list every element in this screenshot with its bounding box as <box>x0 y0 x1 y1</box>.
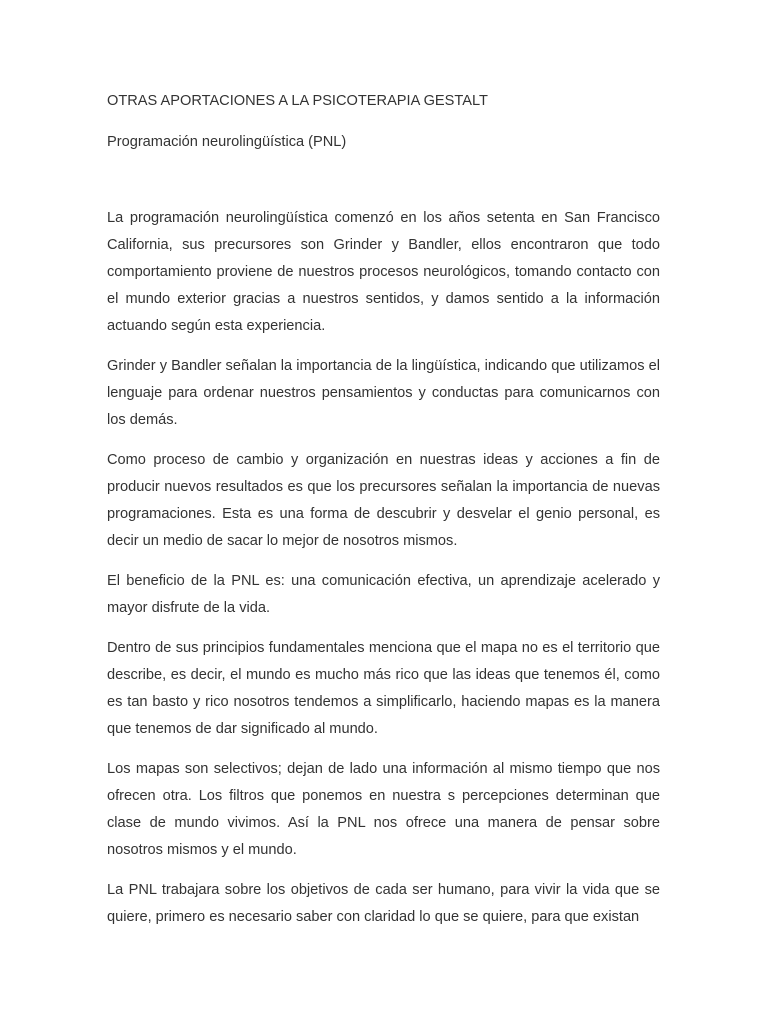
paragraph-7: La PNL trabajara sobre los objetivos de cada ser humano, para vivir la vida que se quiere, primero es necesario saber con claridad lo que se quiere, para que existan <box>107 882 660 925</box>
paragraph-5: Dentro de sus principios fundamentales menciona que el mapa no es el territorio que describe, es decir, el mundo es mucho más rico que las ideas que tenemos él, como es tan basto y rico nosotros tendemos a simplificarlo, haciendo mapas es la manera que tenemos de dar significado al mundo. <box>107 640 660 737</box>
document-title: OTRAS APORTACIONES A LA PSICOTERAPIA GESTALT <box>107 93 488 109</box>
paragraph-2: Grinder y Bandler señalan la importancia de la lingüística, indicando que utilizamos el lenguaje para ordenar nuestros pensamientos y conductas para comunicarnos con los demás. <box>107 358 660 428</box>
document-body <box>107 205 660 944</box>
paragraph-6: Los mapas son selectivos; dejan de lado una información al mismo tiempo que nos ofrecen otra. Los filtros que ponemos en nuestra s percepciones determinan que clase de mundo vivimos. Así la PNL nos ofrece una manera de pensar sobre nosotros mismos y el mundo. <box>107 761 660 858</box>
paragraph-1: La programación neurolingüística comenzó en los años setenta en San Francisco California, sus precursores son Grinder y Bandler, ellos encontraron que todo comportamiento proviene de nuestros procesos neurológicos, tomando contacto con el mundo exterior gracias a nuestros sentidos, y damos sentido a la información actuando según esta experiencia. <box>107 210 660 334</box>
paragraph-3: Como proceso de cambio y organización en nuestras ideas y acciones a fin de producir nuevos resultados es que los precursores señalan la importancia de nuevas programaciones. Esta es una forma de descubrir y desvelar el genio personal, es decir un medio de sacar lo mejor de nosotros mismos. <box>107 452 660 549</box>
document-subtitle: Programación neurolingüística (PNL) <box>107 134 347 150</box>
paragraph-4: El beneficio de la PNL es: una comunicación efectiva, un aprendizaje acelerado y mayor disfrute de la vida. <box>107 573 660 616</box>
